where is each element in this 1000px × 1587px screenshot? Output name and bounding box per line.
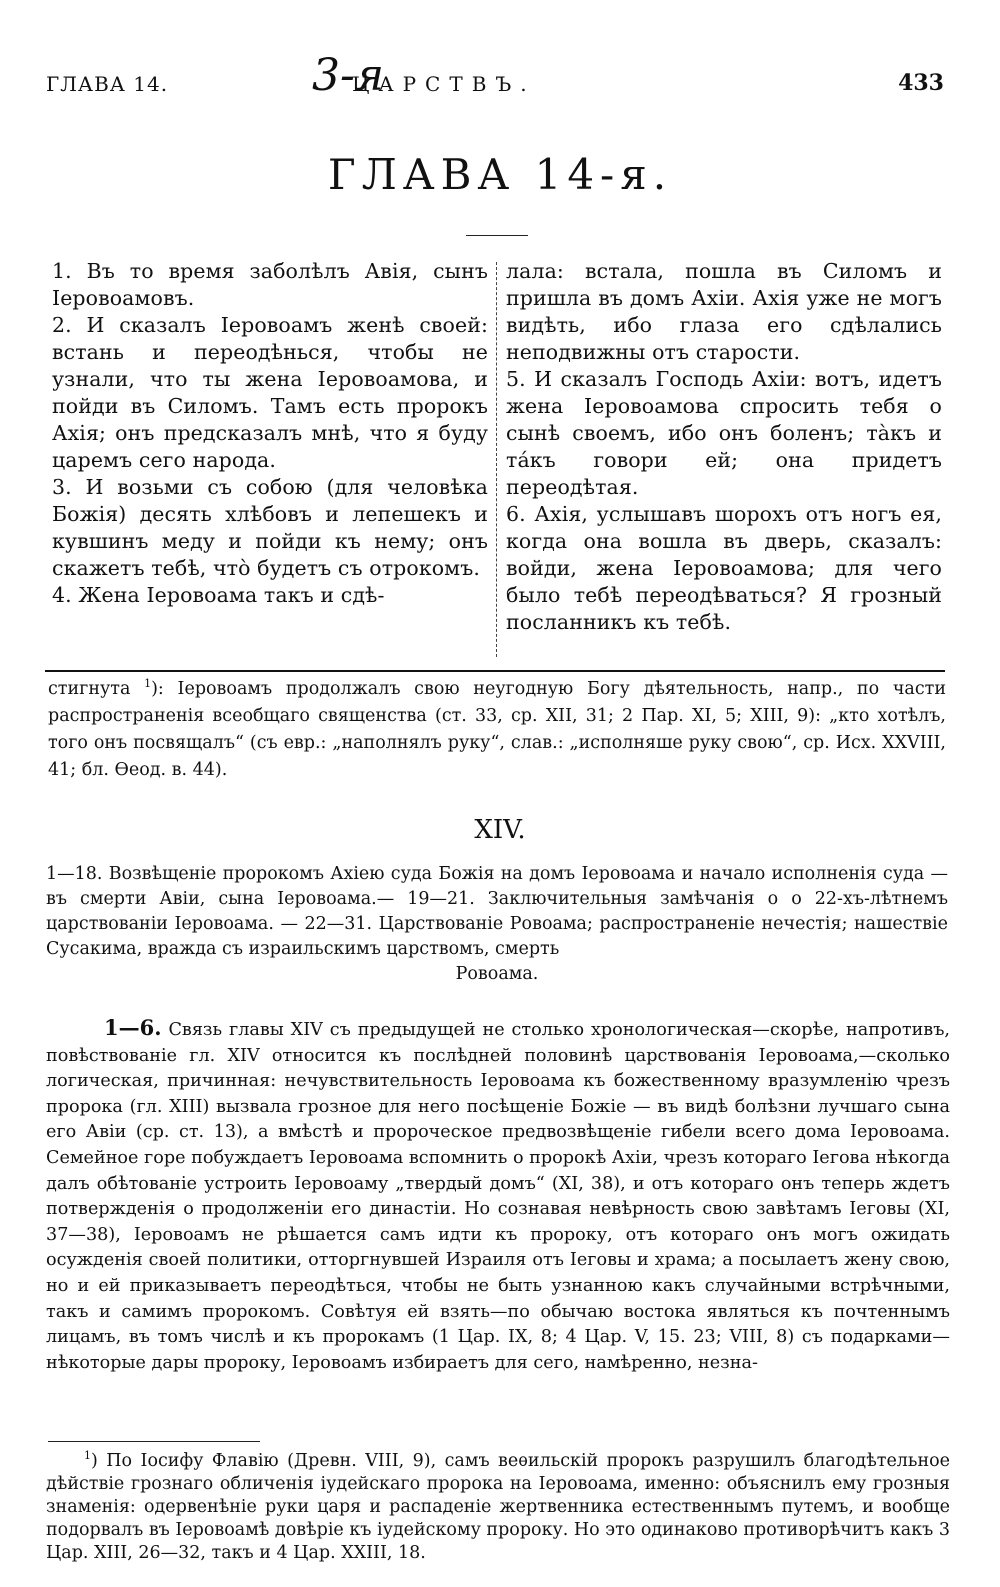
title-rule — [466, 235, 528, 236]
scripture-column-right — [506, 258, 942, 636]
column-divider — [496, 262, 497, 657]
continued-text: стигнута — [48, 679, 145, 699]
running-head — [40, 50, 950, 102]
commentary-verses: 1—6. — [104, 1015, 162, 1040]
footnote-ref: 1 — [144, 677, 152, 691]
section-rule — [45, 670, 945, 672]
verse: 4. Жена Іеровоама такъ и сдѣ- — [52, 583, 385, 607]
page-number: 433 — [898, 70, 944, 96]
verse: 1. Въ то время заболѣлъ Авія, сынъ Іеровоамовъ. — [52, 259, 488, 310]
chapter-summary — [46, 862, 948, 987]
commentary — [46, 1015, 950, 1376]
footnote-rule — [48, 1441, 260, 1442]
section-heading: XIV. — [474, 815, 526, 845]
handwritten-annotation: 3-я — [312, 50, 384, 101]
summary-text: 1—18. Возвѣщеніе пророкомъ Ахіею суда Божія на домъ Іеровоама и начало исполненія суда — въ смерти Авіи, сына Іеровоама.— 19—21. Заключительныя замѣчанія о о 22-хъ-лѣтнемъ царствованіи Іеровоама. — 22—31. Царствованіе Ровоама; распространеніе нечестія; нашествіе Сусакима, вражда съ израильскимъ царствомъ, смерть — [46, 864, 948, 959]
continued-commentary — [48, 676, 946, 784]
commentary-text: Связь главы XIV съ предыдущей не столько хронологическая—скорѣе, напротивъ, повѣствованіе гл. XIV относится къ послѣдней половинѣ царствованія Іеровоама,—сколько логическая, причинная: нечувствительность Іеровоама къ божественному вразумленію чрезъ пророка (гл. XIII) вызвала грозное для него посѣщеніе Божіе — въ видѣ болѣзни лучшаго сына его Авіи (ср. ст. 13), а вмѣстѣ и пророческое предвозвѣщеніе гибели всего дома Іеровоама. Семейное горе побуждаетъ Іеровоама вспомнить о пророкѣ Ахіи, чрезъ котораго Іегова нѣкогда далъ обѣтованіе устроить Іеровоаму „твердый домъ“ (XI, 38), и отъ котораго онъ теперь ждетъ потвержденія о продолженіи его династіи. Но сознавая невѣрность свою завѣтамъ Іеговы (XI, 37—38), Іеровоамъ не рѣшается самъ идти къ пророку, отъ котораго онъ могъ ожидать осужденія своей политики, отторгнувшей Израиля отъ Іеговы и храма; а посылаетъ жену свою, но и ей приказываетъ переодѣться, чтобы не быть узнанною какъ случайными встрѣчными, такъ и самимъ пророкомъ. Совѣтуя ей взять—по обычаю востока являться къ почтеннымъ лицамъ, въ томъ числѣ и къ пророкамъ (1 Цар. IX, 8; 4 Цар. V, 15. 23; VIII, 8) съ подарками—нѣкоторые дары пророку, Іеровоамъ избираетъ для сего, намѣренно, незна- — [46, 1020, 950, 1373]
verse: 5. И сказалъ Господь Ахіи: вотъ, идетъ жена Іеровоамова спросить тебя о сынѣ своемъ, ибо онъ боленъ; та̀къ и та́къ говори ей; она придетъ переодѣтая. — [506, 367, 942, 499]
summary-last-line: Ровоама. — [455, 964, 539, 984]
running-head-title: ЦАРСТВЪ. — [352, 72, 536, 96]
scripture-column-left — [52, 258, 488, 609]
running-head-left: ГЛАВА 14. — [46, 72, 169, 96]
footnote — [46, 1450, 950, 1565]
verse: 6. Ахія, услышавъ шорохъ отъ ногъ ея, когда она вошла въ дверь, сказалъ: войди, жена Іеровоамова; для чего было тебѣ переодѣваться? Я грозный посланникъ къ тебѣ. — [506, 502, 942, 634]
chapter-title: ГЛАВА 14-я. — [327, 150, 673, 199]
verse: 3. И возьми съ собою (для человѣка Божія) десять хлѣбовъ и лепешекъ и кувшинъ меду и пойди къ нему; онъ скажетъ тебѣ, что̀ будетъ съ отрокомъ. — [52, 475, 488, 580]
continued-text: ): Іеровоамъ продолжалъ свою неугодную Богу дѣятельность, напр., по части распространенія всеобщаго священства (ст. 33, ср. XII, 31; 2 Пар. XI, 5; XIII, 9): „кто хотѣлъ, того онъ посвящалъ“ (съ евр.: „наполнялъ руку“, слав.: „исполняше руку свою“, ср. Исх. XXVIII, 41; бл. Ѳеод. в. 44). — [48, 679, 946, 780]
verse: лала: встала, пошла въ Силомъ и пришла въ домъ Ахіи. Ахія уже не могъ видѣть, ибо глаза его сдѣлались неподвижны отъ старости. — [506, 259, 942, 364]
verse: 2. И сказалъ Іеровоамъ женѣ своей: встань и переодѣнься, чтобы не узнали, что ты жена Іеровоамова, и пойди въ Силомъ. Тамъ есть пророкъ Ахія; онъ предсказалъ мнѣ, что я буду царемъ сего народа. — [52, 313, 488, 472]
footnote-mark: 1 — [84, 1449, 91, 1463]
footnote-text: ) По Іосифу Флавію (Древн. VIII, 9), самъ веѳильскій пророкъ разрушилъ благодѣтельное дѣйствіе грознаго обличенія іудейскаго пророка на Іеровоама, именно: объяснилъ ему грозныя знаменія: одервенѣніе руки царя и распаденіе жертвенника естественнымъ путемъ, и вообще подорвалъ въ Іеровоамѣ довѣріе къ іудейскому пророку. Но это одинаково противорѣчитъ какъ 3 Цар. XIII, 26—32, такъ и 4 Цар. XXIII, 18. — [46, 1451, 951, 1563]
scripture-columns — [52, 258, 947, 670]
